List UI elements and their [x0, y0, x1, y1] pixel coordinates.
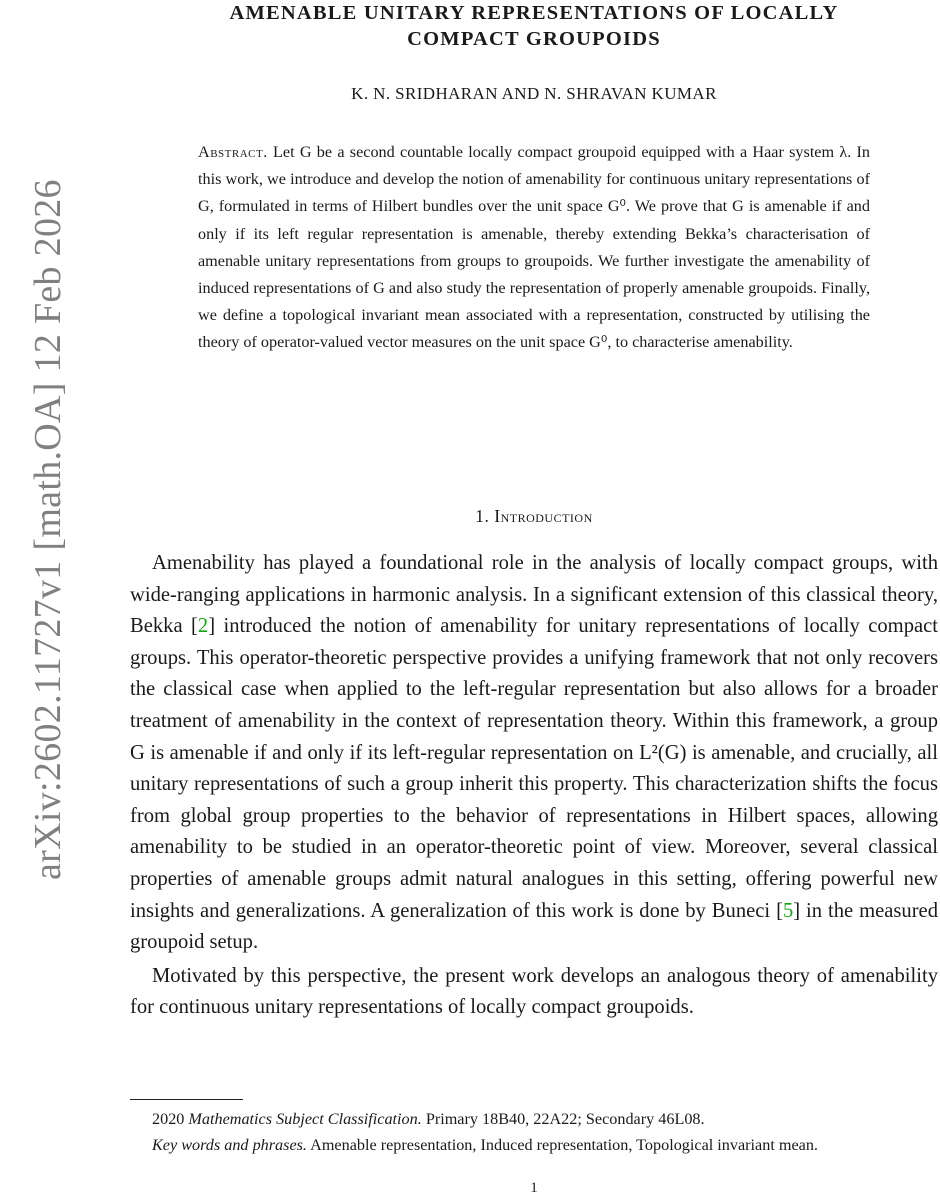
title-line-1: AMENABLE UNITARY REPRESENTATIONS OF LOCALLY: [229, 2, 839, 24]
paragraph-1: [130, 548, 938, 959]
abstract-label: Abstract.: [198, 143, 268, 161]
msc-label: Mathematics Subject Classification.: [188, 1110, 422, 1128]
title-line-2: COMPACT GROUPOIDS: [407, 28, 661, 50]
msc-text: Primary 18B40, 22A22; Secondary 46L08.: [425, 1110, 705, 1128]
paragraph-1-part-2: ] introduced the notion of amenability for unitary representations of locally compact groups. This operator-theoretic perspective provides a unifying framework that not only recovers the classical case when applied to the left-regular representation but also allows for a broader treatment of amenability in the context of representation theory. Within this framework, a group G is amenable if and only if its left-regular representation on L²(G) is amenable, and crucially, all unitary representations of such a group inherit this property. This characterization shifts the focus from global group properties to the behavior of representations in Hilbert spaces, allowing amenability to be studied in an operator-theoretic point of view. Moreover, several classical properties of amenable groups admit natural analogues in this setting, offering powerful new insights and generalizations. A generalization of this work is done by Buneci [: [130, 615, 938, 922]
footnotes: [130, 1106, 938, 1158]
keywords-label: Key words and phrases.: [152, 1136, 307, 1154]
paragraph-1-part-3: ] in the measured groupoid setup.: [130, 899, 938, 954]
paragraph-1-part-1: Amenability has played a foundational role in the analysis of locally compact groups, with wide-ranging applications in harmonic analysis. In a significant extension of this classical theory, Bekka [: [130, 552, 938, 638]
paper-title: [130, 0, 938, 52]
section-title: Introduction: [494, 506, 593, 526]
abstract-text: Let G be a second countable locally compact groupoid equipped with a Haar system λ. In this work, we introduce and develop the notion of amenability for continuous unitary representations of G, formulated in terms of Hilbert bundles over the unit space G⁰. We prove that G is amenable if and only if its left regular representation is amenable, thereby extending Bekka’s characterisation of amenable unitary representations from groups to groupoids. We further investigate the amenability of induced representations of G and also study the representation of properly amenable groupoids. Finally, we define a topological invariant mean associated with a representation, constructed by utilising the theory of operator-valued vector measures on the unit space G⁰, to characterise amenability.: [198, 143, 870, 352]
footnote-msc: [130, 1106, 938, 1132]
section-number: 1.: [475, 506, 490, 526]
abstract: [198, 139, 870, 357]
citation-link-2[interactable]: 2: [197, 615, 209, 638]
arxiv-identifier: arXiv:2602.11727v1 [math.OA] 12 Feb 2026: [27, 179, 69, 880]
footnote-keywords: [130, 1132, 938, 1158]
msc-year: 2020: [152, 1110, 185, 1128]
keywords-text: Amenable representation, Induced representation, Topological invariant mean.: [310, 1136, 818, 1154]
paragraph-2: Motivated by this perspective, the present work develops an analogous theory of amenability for continuous unitary representations of locally compact groupoids.: [130, 964, 938, 1019]
page-number: 1: [530, 1180, 538, 1196]
citation-link-5[interactable]: 5: [782, 899, 794, 922]
footnote-rule: [130, 1099, 243, 1100]
section-heading: [130, 506, 938, 527]
authors: K. N. SRIDHARAN AND N. SHRAVAN KUMAR: [351, 84, 717, 103]
main-text: [130, 548, 938, 1024]
